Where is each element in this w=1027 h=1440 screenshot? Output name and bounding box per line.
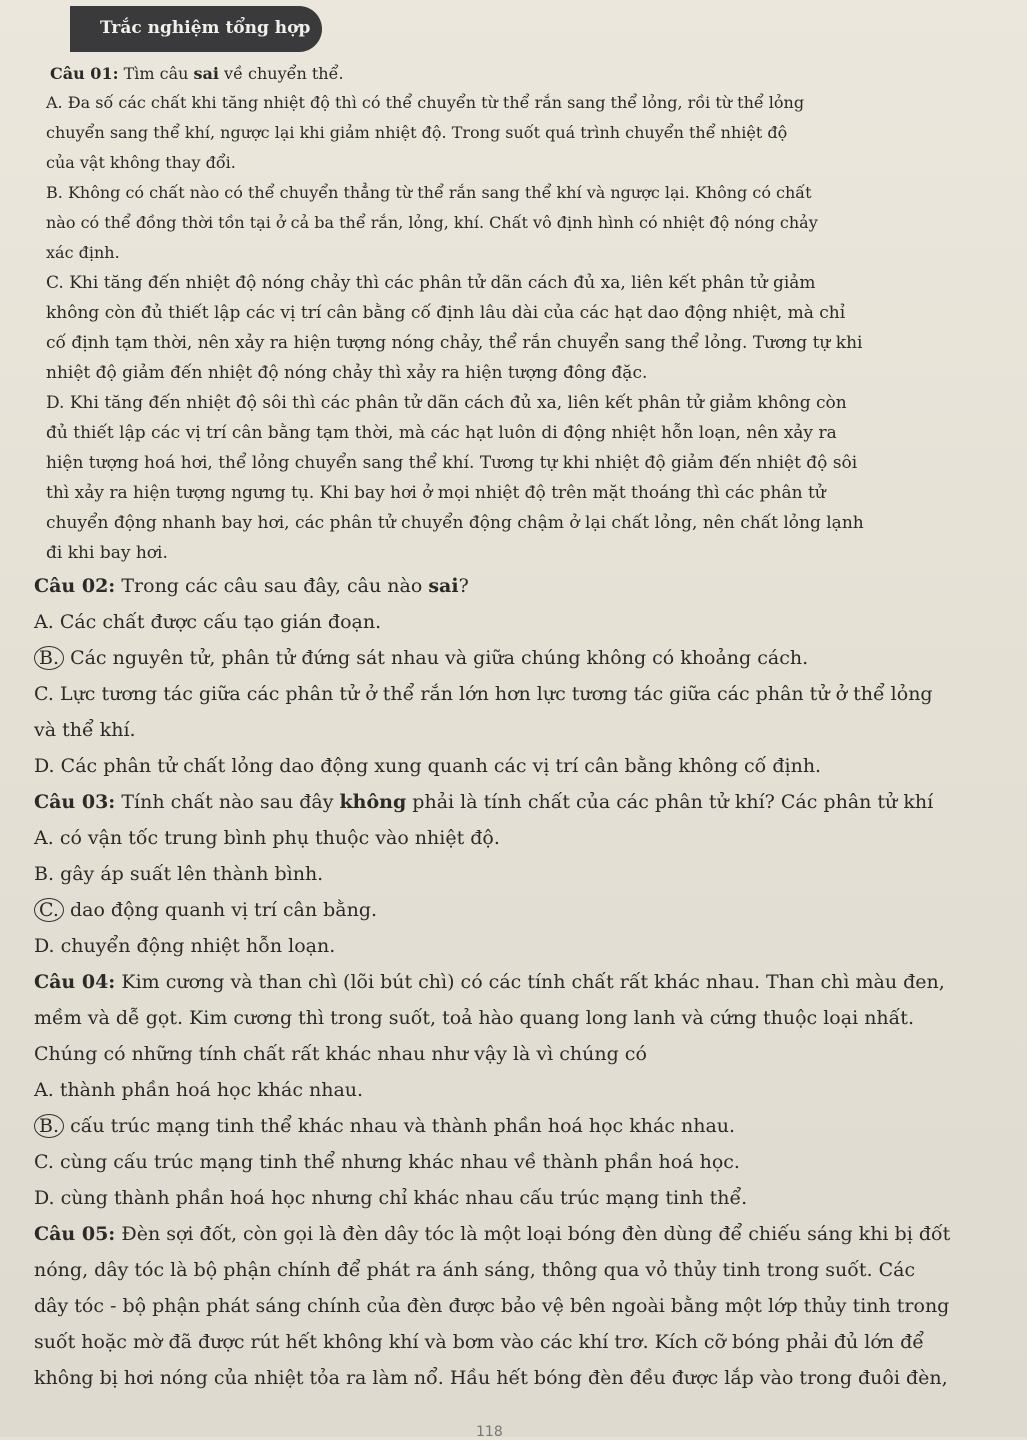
question-2-option-a: A. Các chất được cấu tạo gián đoạn. xyxy=(34,611,382,633)
question-3-stem: Câu 03: Tính chất nào sau đây không phải là tính chất của các phân tử khí? Các phân tử khí xyxy=(34,791,934,813)
question-4 xyxy=(34,964,988,1216)
document-body xyxy=(28,60,988,1396)
question-3-option-b: B. gây áp suất lên thành bình. xyxy=(34,863,324,885)
question-5 xyxy=(34,1216,988,1396)
question-5-stem-cont: dây tóc - bộ phận phát sáng chính của đèn được bảo vệ bên ngoài bằng một lớp thủy tinh trong xyxy=(34,1295,950,1317)
question-3 xyxy=(34,784,988,964)
question-4-option-b: B. cấu trúc mạng tinh thể khác nhau và thành phần hoá học khác nhau. xyxy=(34,1108,988,1144)
selected-answer-mark: B. xyxy=(34,646,64,670)
question-1-stem: Câu 01: Tìm câu sai về chuyển thể. xyxy=(50,64,344,83)
section-header xyxy=(70,6,322,52)
question-1-option-a: A. Đa số các chất khi tăng nhiệt độ thì có thể chuyển từ thể rắn sang thể lỏng, rồi từ thể lỏng chuyển sang thể khí, ngược lại khi giảm nhiệt độ. Trong suốt quá trình chuyển thể nhiệt độ của vật không thay đổi. xyxy=(46,93,805,172)
page-number: 118 xyxy=(476,1424,503,1440)
question-1 xyxy=(28,60,988,568)
question-2 xyxy=(34,568,988,784)
question-2-option-c-cont: và thể khí. xyxy=(34,719,136,741)
section-title: Trắc nghiệm tổng hợp xyxy=(100,18,311,38)
question-1-option-d: D. Khi tăng đến nhiệt độ sôi thì các phân tử dãn cách đủ xa, liên kết phân tử giảm không còn đủ thiết lập các vị trí cân bằng tạm thời, mà các hạt luôn di động nhiệt hỗn loạn, nên xảy ra hiện tượng hoá hơi, thể lỏng chuyển sang thể khí. Tương tự khi nhiệt độ giảm đến nhiệt độ sôi thì xảy ra hiện tượng ngưng tụ. Khi bay hơi ở mọi nhiệt độ trên mặt thoáng thì các phân tử chuyển động nhanh bay hơi, các phân tử chuyển động chậm ở lại chất lỏng, nên chất lỏng lạnh đi khi bay hơi. xyxy=(46,393,864,563)
question-4-stem: Câu 04: Kim cương và than chì (lõi bút chì) có các tính chất rất khác nhau. Than chì màu đen, xyxy=(34,971,945,993)
selected-answer-mark: C. xyxy=(34,898,64,922)
question-3-option-d: D. chuyển động nhiệt hỗn loạn. xyxy=(34,935,336,957)
question-5-stem-cont: không bị hơi nóng của nhiệt tỏa ra làm nổ. Hầu hết bóng đèn đều được lắp vào trong đuôi đèn, xyxy=(34,1367,948,1389)
question-4-stem-cont: Chúng có những tính chất rất khác nhau như vậy là vì chúng có xyxy=(34,1043,647,1065)
question-2-option-c: C. Lực tương tác giữa các phân tử ở thể rắn lớn hơn lực tương tác giữa các phân tử ở thể lỏng xyxy=(34,683,933,705)
question-3-option-c: C. dao động quanh vị trí cân bằng. xyxy=(34,892,988,928)
question-4-option-a: A. thành phần hoá học khác nhau. xyxy=(34,1079,364,1101)
question-5-stem-cont: nóng, dây tóc là bộ phận chính để phát ra ánh sáng, thông qua vỏ thủy tinh trong suốt. Các xyxy=(34,1259,916,1281)
question-4-option-c: C. cùng cấu trúc mạng tinh thể nhưng khác nhau về thành phần hoá học. xyxy=(34,1151,740,1173)
question-1-option-c: C. Khi tăng đến nhiệt độ nóng chảy thì các phân tử dãn cách đủ xa, liên kết phân tử giảm không còn đủ thiết lập các vị trí cân bằng cố định lâu dài của các hạt dao động nhiệt, mà chỉ cố định tạm thời, nên xảy ra hiện tượng nóng chảy, thể rắn chuyển sang thể lỏng. Tương tự khi nhiệt độ giảm đến nhiệt độ nóng chảy thì xảy ra hiện tượng đông đặc. xyxy=(46,273,863,383)
question-1-option-b: B. Không có chất nào có thể chuyển thẳng từ thể rắn sang thể khí và ngược lại. Không có chất nào có thể đồng thời tồn tại ở cả ba thể rắn, lỏng, khí. Chất vô định hình có nhiệt độ nóng chảy xác định. xyxy=(46,183,818,262)
question-4-option-d: D. cùng thành phần hoá học nhưng chỉ khác nhau cấu trúc mạng tinh thể. xyxy=(34,1187,748,1209)
question-3-option-a: A. có vận tốc trung bình phụ thuộc vào nhiệt độ. xyxy=(34,827,500,849)
question-2-stem: Câu 02: Trong các câu sau đây, câu nào sai? xyxy=(34,575,469,597)
question-4-stem-cont: mềm và dễ gọt. Kim cương thì trong suốt, toả hào quang long lanh và cứng thuộc loại nhất. xyxy=(34,1007,914,1029)
selected-answer-mark: B. xyxy=(34,1114,64,1138)
question-2-option-b: B. Các nguyên tử, phân tử đứng sát nhau và giữa chúng không có khoảng cách. xyxy=(34,640,988,676)
question-5-stem: Câu 05: Đèn sợi đốt, còn gọi là đèn dây tóc là một loại bóng đèn dùng để chiếu sáng khi bị đốt xyxy=(34,1223,951,1245)
question-2-option-d: D. Các phân tử chất lỏng dao động xung quanh các vị trí cân bằng không cố định. xyxy=(34,755,822,777)
question-5-stem-cont: suốt hoặc mờ đã được rút hết không khí và bơm vào các khí trơ. Kích cỡ bóng phải đủ lớn để xyxy=(34,1331,924,1353)
